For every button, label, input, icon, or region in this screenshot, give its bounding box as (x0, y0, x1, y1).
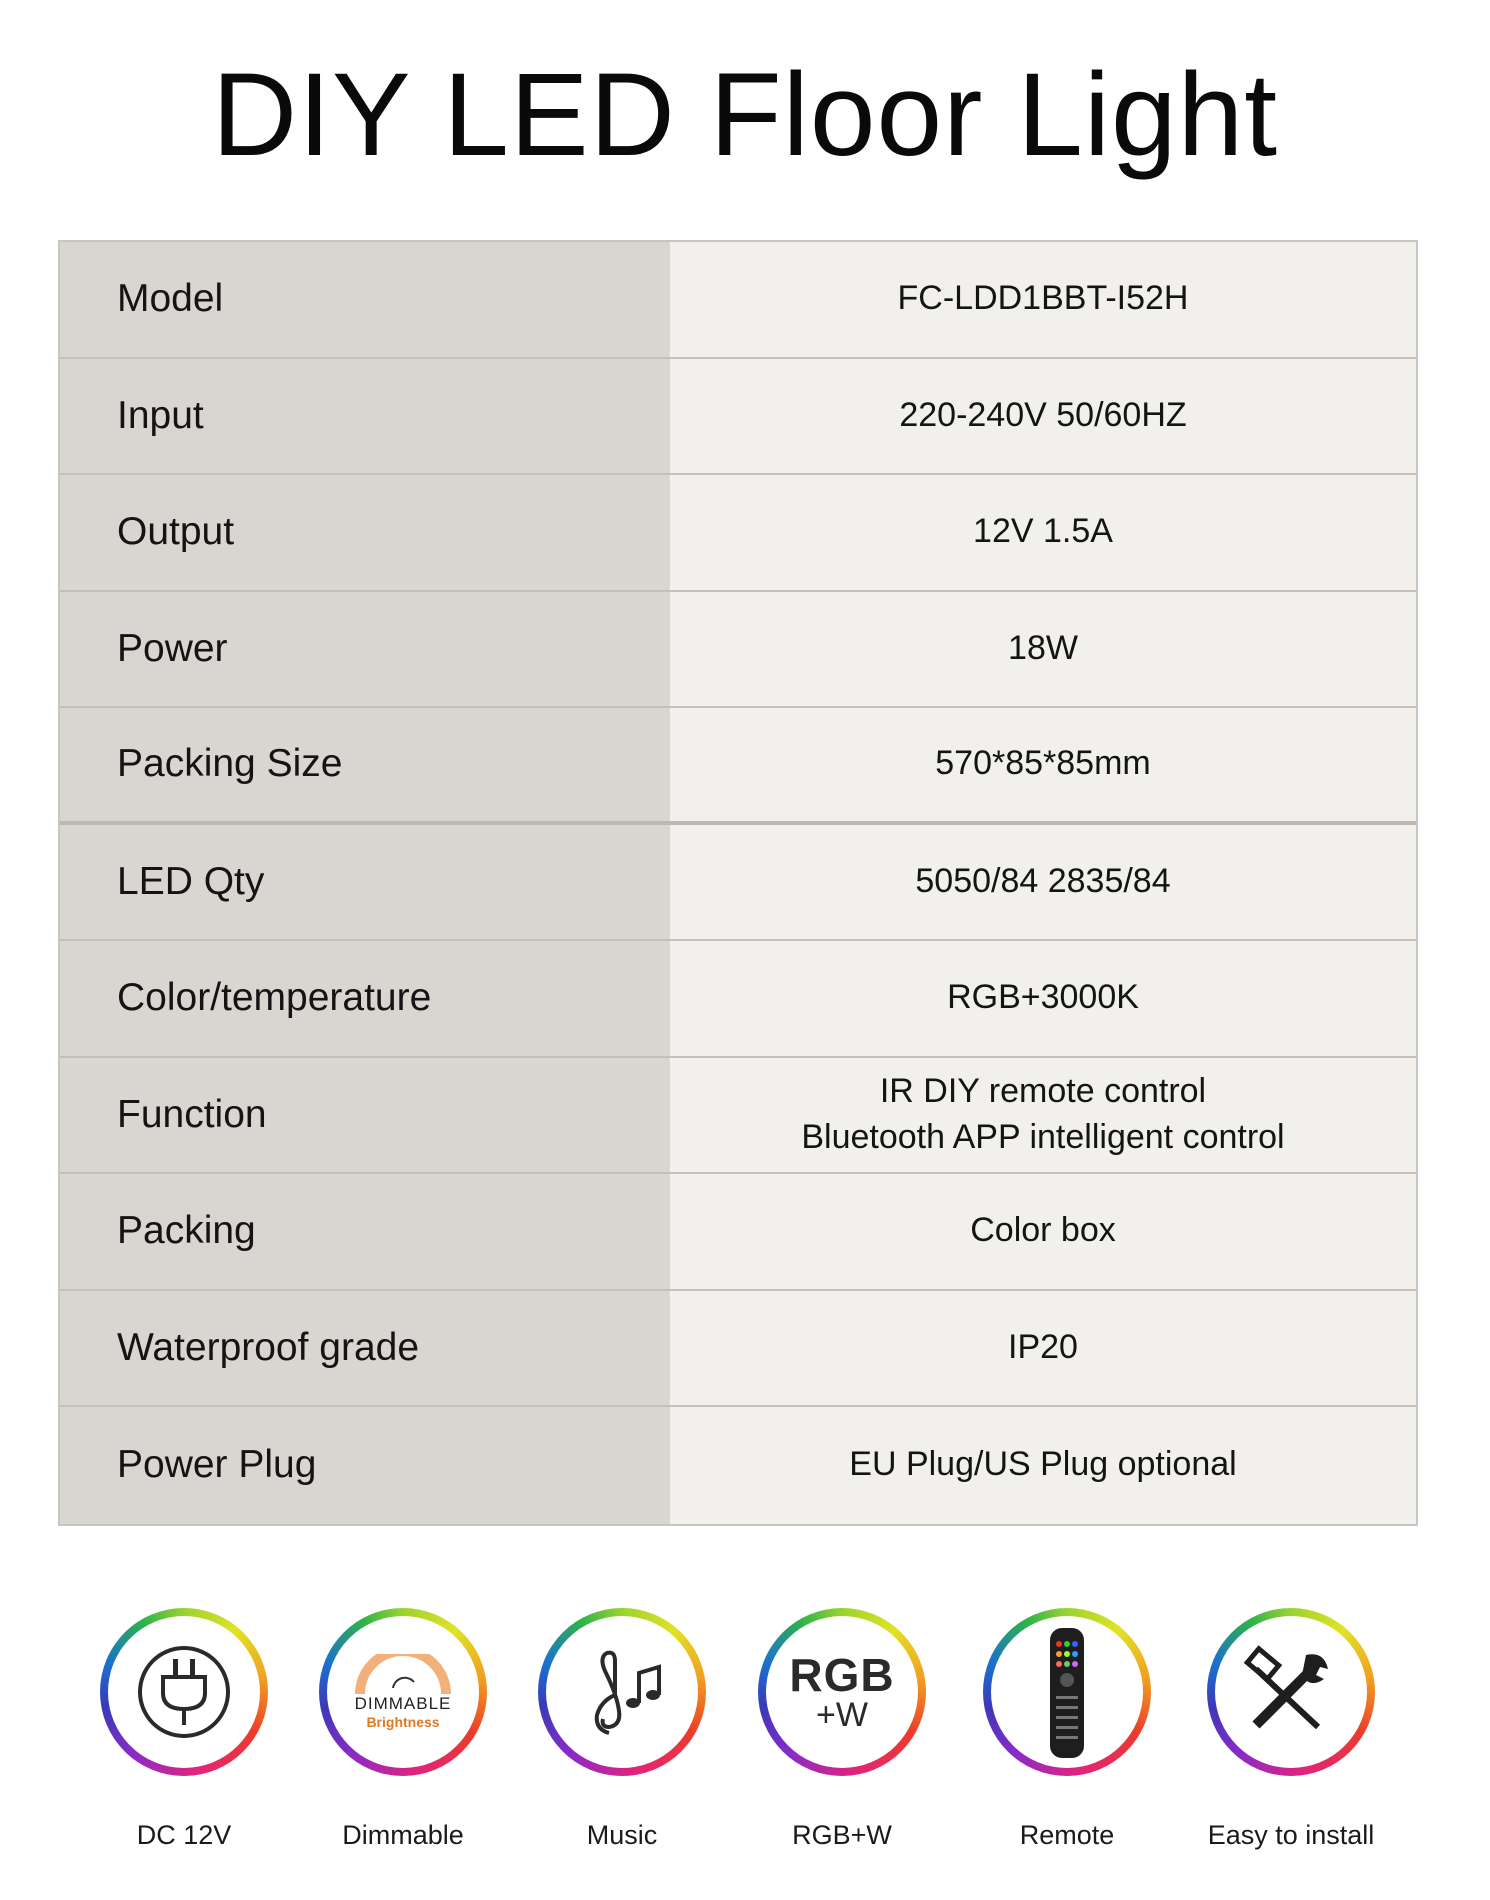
feature-label: Music (586, 1820, 658, 1850)
spec-value: IR DIY remote control Bluetooth APP intelligent control (670, 1058, 1416, 1173)
feature-easy-install (1191, 1608, 1391, 1851)
feature-ring (538, 1608, 706, 1776)
spec-label: Output (60, 475, 670, 590)
spec-value: FC-LDD1BBT-I52H (670, 242, 1416, 357)
page-title: DIY LED Floor Light (211, 49, 1279, 181)
rgbw-icon (789, 1649, 895, 1734)
spec-row-function (60, 1058, 1416, 1175)
spec-row-input (60, 359, 1416, 476)
spec-value: Color box (670, 1174, 1416, 1289)
spec-row-output (60, 475, 1416, 592)
spec-value: 5050/84 2835/84 (670, 825, 1416, 940)
spec-row-color-temperature (60, 941, 1416, 1058)
spec-table (58, 240, 1418, 1526)
feature-remote (967, 1608, 1167, 1851)
feature-label: DC 12V (136, 1820, 232, 1850)
spec-label: Input (60, 359, 670, 474)
spec-value: 12V 1.5A (670, 475, 1416, 590)
feature-ring (1207, 1608, 1375, 1776)
spec-row-packing-size (60, 708, 1416, 825)
spec-row-power (60, 592, 1416, 709)
spec-label: Power (60, 592, 670, 707)
spec-row-model (60, 242, 1416, 359)
feature-label: RGB+W (792, 1820, 892, 1850)
spec-value: RGB+3000K (670, 941, 1416, 1056)
spec-label: Function (60, 1058, 670, 1173)
feature-dimmable (303, 1608, 503, 1851)
brightness-arc-icon (348, 1654, 458, 1694)
rgb-text: RGB (789, 1649, 895, 1701)
dimmable-text: DIMMABLE (354, 1694, 452, 1713)
spec-value: IP20 (670, 1291, 1416, 1406)
spec-row-power-plug (60, 1407, 1416, 1524)
spec-label: Packing Size (60, 708, 670, 821)
feature-label: Easy to install (1207, 1820, 1375, 1850)
feature-label: Dimmable (342, 1820, 464, 1850)
w-text: +W (816, 1696, 868, 1734)
feature-ring (758, 1608, 926, 1776)
brightness-text: Brightness (366, 1714, 440, 1730)
feature-ring (983, 1608, 1151, 1776)
spec-label: Power Plug (60, 1407, 670, 1524)
feature-ring (319, 1608, 487, 1776)
spec-value: 570*85*85mm (670, 708, 1416, 821)
plug-icon (129, 1637, 239, 1747)
feature-music (522, 1608, 722, 1851)
spec-value: 220-240V 50/60HZ (670, 359, 1416, 474)
spec-row-packing (60, 1174, 1416, 1291)
feature-rgbw (742, 1608, 942, 1851)
spec-row-led-qty (60, 825, 1416, 942)
remote-control-icon (1012, 1622, 1122, 1762)
feature-ring (100, 1608, 268, 1776)
feature-dc12v (84, 1608, 284, 1851)
feature-icons-row (0, 1608, 1490, 1868)
spec-label: Packing (60, 1174, 670, 1289)
spec-label: Color/temperature (60, 941, 670, 1056)
feature-label: Remote (1019, 1820, 1115, 1850)
spec-label: LED Qty (60, 825, 670, 940)
spec-label: Model (60, 242, 670, 357)
spec-value: 18W (670, 592, 1416, 707)
tools-icon (1236, 1637, 1346, 1747)
spec-label: Waterproof grade (60, 1291, 670, 1406)
spec-value: EU Plug/US Plug optional (670, 1407, 1416, 1524)
spec-row-waterproof (60, 1291, 1416, 1408)
music-notes-icon (567, 1637, 677, 1747)
